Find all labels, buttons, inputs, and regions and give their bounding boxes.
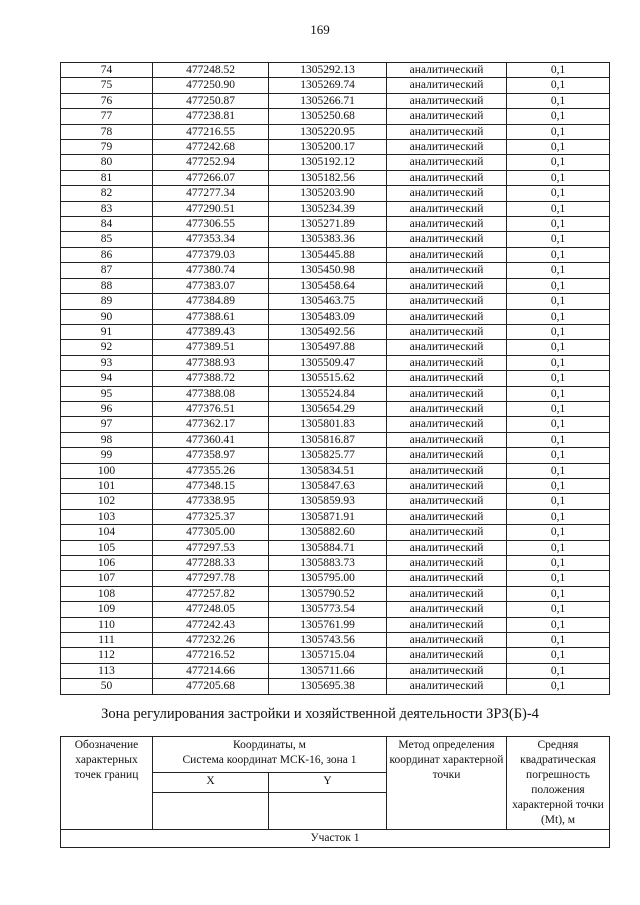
y-coordinate: 1305182.56 — [269, 170, 387, 185]
point-number: 107 — [61, 571, 153, 586]
y-coordinate: 1305266.71 — [269, 93, 387, 108]
plot-label: Участок 1 — [61, 830, 610, 848]
table-row — [61, 263, 610, 278]
y-coordinate: 1305695.38 — [269, 679, 387, 694]
y-coordinate: 1305192.12 — [269, 155, 387, 170]
table-row — [61, 140, 610, 155]
point-number: 82 — [61, 186, 153, 201]
header-table — [60, 736, 610, 848]
y-header: Y — [269, 773, 387, 793]
error-value: 0,1 — [507, 340, 610, 355]
method: аналитический — [387, 663, 507, 678]
error-value: 0,1 — [507, 417, 610, 432]
point-number: 100 — [61, 463, 153, 478]
section-title: Зона регулирования застройки и хозяйственной деятельности ЗРЗ(Б)-4 — [101, 706, 539, 722]
point-number: 93 — [61, 355, 153, 370]
method: аналитический — [387, 586, 507, 601]
point-number: 95 — [61, 386, 153, 401]
table-row — [61, 556, 610, 571]
x-coordinate: 477383.07 — [153, 278, 269, 293]
table-row — [61, 155, 610, 170]
y-coordinate: 1305883.73 — [269, 556, 387, 571]
x-coordinate: 477348.15 — [153, 478, 269, 493]
point-number: 86 — [61, 247, 153, 262]
method: аналитический — [387, 432, 507, 447]
table-row — [61, 617, 610, 632]
error-value: 0,1 — [507, 294, 610, 309]
error-value: 0,1 — [507, 556, 610, 571]
error-value: 0,1 — [507, 386, 610, 401]
method: аналитический — [387, 509, 507, 524]
y-coordinate: 1305884.71 — [269, 540, 387, 555]
error-value: 0,1 — [507, 509, 610, 524]
method: аналитический — [387, 263, 507, 278]
point-number: 50 — [61, 679, 153, 694]
error-header: Средняя квадратическая погрешность положения характерной точки (Mt), м — [507, 737, 610, 830]
x-coordinate: 477242.68 — [153, 140, 269, 155]
point-number: 92 — [61, 340, 153, 355]
coordinates-header — [153, 737, 387, 773]
table-row — [61, 509, 610, 524]
x-coordinate: 477360.41 — [153, 432, 269, 447]
table-row — [61, 78, 610, 93]
y-coordinate: 1305234.39 — [269, 201, 387, 216]
point-number: 98 — [61, 432, 153, 447]
table-row — [61, 386, 610, 401]
x-coordinate: 477388.08 — [153, 386, 269, 401]
x-coordinate: 477297.78 — [153, 571, 269, 586]
y-coordinate: 1305816.87 — [269, 432, 387, 447]
method: аналитический — [387, 140, 507, 155]
x-coordinate: 477214.66 — [153, 663, 269, 678]
point-number: 76 — [61, 93, 153, 108]
table-row — [61, 463, 610, 478]
table-row — [61, 586, 610, 601]
table-row — [61, 340, 610, 355]
x-coordinate: 477205.68 — [153, 679, 269, 694]
x-coordinate: 477290.51 — [153, 201, 269, 216]
y-coordinate: 1305450.98 — [269, 263, 387, 278]
table-row — [61, 494, 610, 509]
page-number: 169 — [310, 22, 330, 37]
method: аналитический — [387, 355, 507, 370]
table-row — [61, 432, 610, 447]
error-value: 0,1 — [507, 633, 610, 648]
error-value: 0,1 — [507, 463, 610, 478]
table-row — [61, 633, 610, 648]
method: аналитический — [387, 109, 507, 124]
point-number: 90 — [61, 309, 153, 324]
coordinates-title: Координаты, м — [233, 739, 306, 751]
y-coordinate: 1305801.83 — [269, 417, 387, 432]
x-coordinate: 477306.55 — [153, 217, 269, 232]
y-coordinate: 1305743.56 — [269, 633, 387, 648]
table-row — [61, 201, 610, 216]
table-row — [61, 571, 610, 586]
error-value: 0,1 — [507, 478, 610, 493]
point-number: 105 — [61, 540, 153, 555]
y-coordinate: 1305524.84 — [269, 386, 387, 401]
method: аналитический — [387, 571, 507, 586]
x-coordinate: 477216.52 — [153, 648, 269, 663]
error-value: 0,1 — [507, 155, 610, 170]
y-coordinate: 1305509.47 — [269, 355, 387, 370]
error-value: 0,1 — [507, 648, 610, 663]
table-row — [61, 602, 610, 617]
table-row — [61, 648, 610, 663]
method: аналитический — [387, 63, 507, 78]
point-number: 103 — [61, 509, 153, 524]
point-number: 80 — [61, 155, 153, 170]
point-number: 109 — [61, 602, 153, 617]
method: аналитический — [387, 155, 507, 170]
method: аналитический — [387, 170, 507, 185]
x-coordinate: 477248.52 — [153, 63, 269, 78]
point-number: 85 — [61, 232, 153, 247]
x-coordinate: 477250.90 — [153, 78, 269, 93]
error-value: 0,1 — [507, 247, 610, 262]
y-coordinate: 1305711.66 — [269, 663, 387, 678]
point-number: 111 — [61, 633, 153, 648]
x-coordinate: 477379.03 — [153, 247, 269, 262]
y-coordinate: 1305269.74 — [269, 78, 387, 93]
y-coordinate: 1305250.68 — [269, 109, 387, 124]
table-row — [61, 324, 610, 339]
method: аналитический — [387, 371, 507, 386]
error-value: 0,1 — [507, 679, 610, 694]
table-row — [61, 93, 610, 108]
y-coordinate: 1305834.51 — [269, 463, 387, 478]
x-coordinate: 477389.43 — [153, 324, 269, 339]
x-coordinate: 477242.43 — [153, 617, 269, 632]
method: аналитический — [387, 679, 507, 694]
x-coordinate: 477238.81 — [153, 109, 269, 124]
table-row — [61, 663, 610, 678]
x-coordinate: 477232.26 — [153, 633, 269, 648]
table-row — [61, 186, 610, 201]
coordinate-system: Система координат МСК-16, зона 1 — [182, 754, 357, 766]
point-number: 91 — [61, 324, 153, 339]
error-value: 0,1 — [507, 93, 610, 108]
x-coordinate: 477257.82 — [153, 586, 269, 601]
point-number: 99 — [61, 448, 153, 463]
method: аналитический — [387, 401, 507, 416]
table-row — [61, 355, 610, 370]
error-value: 0,1 — [507, 540, 610, 555]
y-coordinate: 1305492.56 — [269, 324, 387, 339]
method: аналитический — [387, 525, 507, 540]
error-value: 0,1 — [507, 263, 610, 278]
table-row — [61, 217, 610, 232]
table-row — [61, 247, 610, 262]
point-number: 87 — [61, 263, 153, 278]
method: аналитический — [387, 463, 507, 478]
y-coordinate: 1305271.89 — [269, 217, 387, 232]
y-coordinate: 1305483.09 — [269, 309, 387, 324]
method: аналитический — [387, 478, 507, 493]
x-coordinate: 477380.74 — [153, 263, 269, 278]
method: аналитический — [387, 124, 507, 139]
table-row — [61, 109, 610, 124]
point-number: 102 — [61, 494, 153, 509]
y-coordinate: 1305445.88 — [269, 247, 387, 262]
error-value: 0,1 — [507, 432, 610, 447]
table-row — [61, 448, 610, 463]
table-row — [61, 371, 610, 386]
x-coordinate: 477388.72 — [153, 371, 269, 386]
y-coordinate: 1305458.64 — [269, 278, 387, 293]
x-coordinate: 477297.53 — [153, 540, 269, 555]
method: аналитический — [387, 78, 507, 93]
point-number: 112 — [61, 648, 153, 663]
point-number: 113 — [61, 663, 153, 678]
method: аналитический — [387, 540, 507, 555]
x-coordinate: 477266.07 — [153, 170, 269, 185]
point-number: 74 — [61, 63, 153, 78]
point-number: 79 — [61, 140, 153, 155]
table-row — [61, 294, 610, 309]
x-coordinate: 477355.26 — [153, 463, 269, 478]
table-row — [61, 124, 610, 139]
point-number: 78 — [61, 124, 153, 139]
y-coordinate: 1305497.88 — [269, 340, 387, 355]
y-header-blank — [269, 793, 387, 830]
x-header: X — [153, 773, 269, 793]
point-number: 83 — [61, 201, 153, 216]
point-number: 104 — [61, 525, 153, 540]
method: аналитический — [387, 602, 507, 617]
y-coordinate: 1305292.13 — [269, 63, 387, 78]
table-row — [61, 63, 610, 78]
table-row — [61, 170, 610, 185]
x-coordinate: 477338.95 — [153, 494, 269, 509]
coordinates-table — [60, 62, 610, 695]
error-value: 0,1 — [507, 525, 610, 540]
table-row — [61, 278, 610, 293]
table-row — [61, 232, 610, 247]
method: аналитический — [387, 617, 507, 632]
error-value: 0,1 — [507, 63, 610, 78]
coordinates-table-body — [61, 63, 610, 695]
x-coordinate: 477376.51 — [153, 401, 269, 416]
point-number: 89 — [61, 294, 153, 309]
y-coordinate: 1305847.63 — [269, 478, 387, 493]
error-value: 0,1 — [507, 124, 610, 139]
y-coordinate: 1305715.04 — [269, 648, 387, 663]
point-number: 101 — [61, 478, 153, 493]
method: аналитический — [387, 309, 507, 324]
y-coordinate: 1305383.36 — [269, 232, 387, 247]
designation-header: Обозначение характерных точек границ — [61, 737, 153, 830]
method: аналитический — [387, 556, 507, 571]
table-row — [61, 525, 610, 540]
error-value: 0,1 — [507, 170, 610, 185]
error-value: 0,1 — [507, 371, 610, 386]
x-coordinate: 477388.93 — [153, 355, 269, 370]
method: аналитический — [387, 448, 507, 463]
y-coordinate: 1305220.95 — [269, 124, 387, 139]
y-coordinate: 1305790.52 — [269, 586, 387, 601]
error-value: 0,1 — [507, 586, 610, 601]
y-coordinate: 1305203.90 — [269, 186, 387, 201]
method: аналитический — [387, 633, 507, 648]
method: аналитический — [387, 294, 507, 309]
method: аналитический — [387, 417, 507, 432]
x-coordinate: 477216.55 — [153, 124, 269, 139]
point-number: 96 — [61, 401, 153, 416]
error-value: 0,1 — [507, 232, 610, 247]
method: аналитический — [387, 494, 507, 509]
error-value: 0,1 — [507, 401, 610, 416]
error-value: 0,1 — [507, 663, 610, 678]
error-value: 0,1 — [507, 109, 610, 124]
method: аналитический — [387, 201, 507, 216]
error-value: 0,1 — [507, 324, 610, 339]
y-coordinate: 1305200.17 — [269, 140, 387, 155]
y-coordinate: 1305515.62 — [269, 371, 387, 386]
x-coordinate: 477388.61 — [153, 309, 269, 324]
method: аналитический — [387, 232, 507, 247]
y-coordinate: 1305871.91 — [269, 509, 387, 524]
table-row — [61, 679, 610, 694]
x-coordinate: 477250.87 — [153, 93, 269, 108]
error-value: 0,1 — [507, 355, 610, 370]
table-row — [61, 478, 610, 493]
error-value: 0,1 — [507, 309, 610, 324]
x-coordinate: 477353.34 — [153, 232, 269, 247]
error-value: 0,1 — [507, 494, 610, 509]
table-row — [61, 401, 610, 416]
error-value: 0,1 — [507, 617, 610, 632]
method: аналитический — [387, 186, 507, 201]
point-number: 94 — [61, 371, 153, 386]
method: аналитический — [387, 324, 507, 339]
method: аналитический — [387, 93, 507, 108]
error-value: 0,1 — [507, 602, 610, 617]
method: аналитический — [387, 247, 507, 262]
point-number: 108 — [61, 586, 153, 601]
error-value: 0,1 — [507, 571, 610, 586]
x-coordinate: 477252.94 — [153, 155, 269, 170]
point-number: 77 — [61, 109, 153, 124]
point-number: 81 — [61, 170, 153, 185]
x-coordinate: 477288.33 — [153, 556, 269, 571]
error-value: 0,1 — [507, 201, 610, 216]
method: аналитический — [387, 278, 507, 293]
y-coordinate: 1305825.77 — [269, 448, 387, 463]
error-value: 0,1 — [507, 78, 610, 93]
error-value: 0,1 — [507, 186, 610, 201]
y-coordinate: 1305654.29 — [269, 401, 387, 416]
y-coordinate: 1305773.54 — [269, 602, 387, 617]
point-number: 97 — [61, 417, 153, 432]
x-coordinate: 477384.89 — [153, 294, 269, 309]
x-header-blank — [153, 793, 269, 830]
table-row — [61, 540, 610, 555]
x-coordinate: 477305.00 — [153, 525, 269, 540]
method: аналитический — [387, 340, 507, 355]
x-coordinate: 477362.17 — [153, 417, 269, 432]
method: аналитический — [387, 217, 507, 232]
error-value: 0,1 — [507, 278, 610, 293]
x-coordinate: 477325.37 — [153, 509, 269, 524]
error-value: 0,1 — [507, 217, 610, 232]
y-coordinate: 1305795.00 — [269, 571, 387, 586]
point-number: 75 — [61, 78, 153, 93]
x-coordinate: 477248.05 — [153, 602, 269, 617]
error-value: 0,1 — [507, 448, 610, 463]
x-coordinate: 477358.97 — [153, 448, 269, 463]
y-coordinate: 1305463.75 — [269, 294, 387, 309]
point-number: 110 — [61, 617, 153, 632]
y-coordinate: 1305882.60 — [269, 525, 387, 540]
point-number: 88 — [61, 278, 153, 293]
method: аналитический — [387, 386, 507, 401]
y-coordinate: 1305761.99 — [269, 617, 387, 632]
x-coordinate: 477389.51 — [153, 340, 269, 355]
method: аналитический — [387, 648, 507, 663]
point-number: 84 — [61, 217, 153, 232]
method-header: Метод определения координат характерной точки — [387, 737, 507, 830]
y-coordinate: 1305859.93 — [269, 494, 387, 509]
point-number: 106 — [61, 556, 153, 571]
table-row — [61, 309, 610, 324]
x-coordinate: 477277.34 — [153, 186, 269, 201]
table-row — [61, 417, 610, 432]
error-value: 0,1 — [507, 140, 610, 155]
